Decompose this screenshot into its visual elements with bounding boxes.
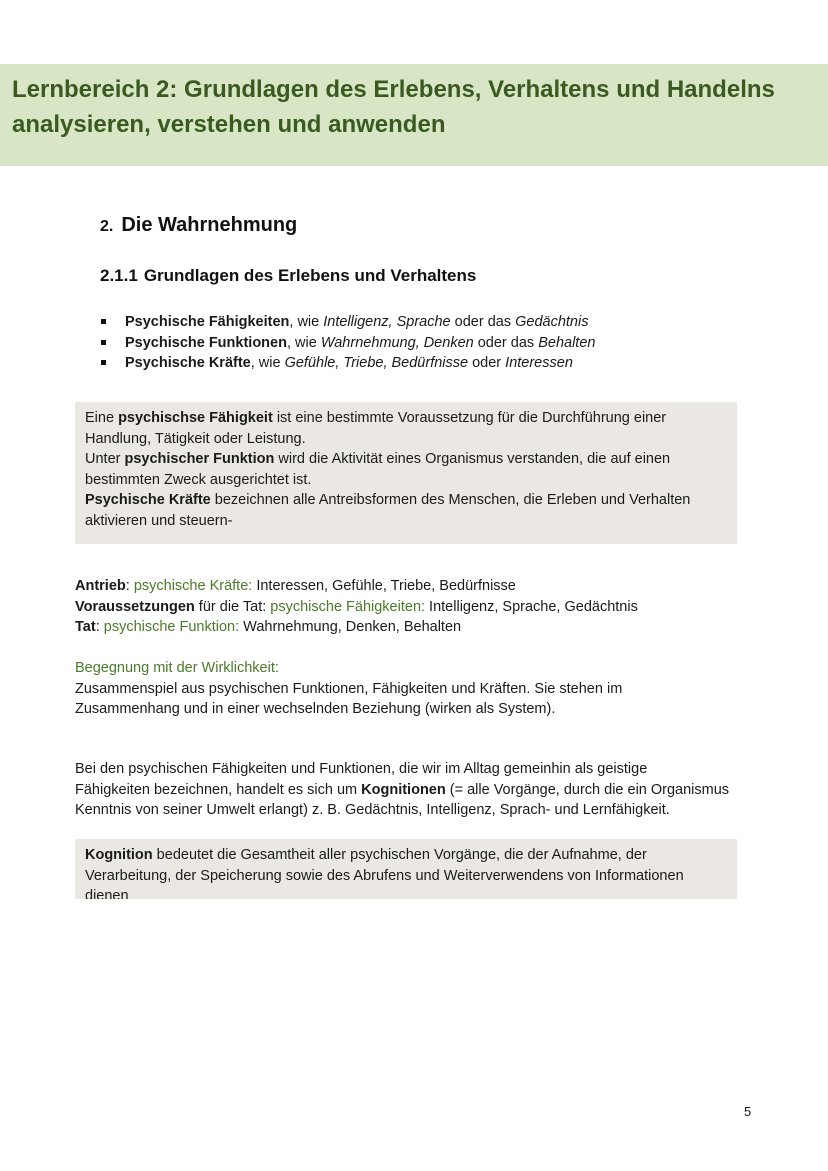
bullet-example: Gedächtnis — [515, 314, 589, 330]
text: aktivieren und steuern- — [85, 512, 233, 529]
definition-box — [75, 402, 737, 544]
text: Wahrnehmung, Denken, Behalten — [239, 619, 462, 635]
text: bestimmten Zweck ausgerichtet ist. — [85, 471, 312, 488]
term: Psychische Kräfte — [85, 492, 211, 508]
term: Antrieb — [75, 578, 126, 594]
list-item — [100, 312, 595, 333]
text: Eine — [85, 410, 119, 426]
text: wird die Aktivität eines Organismus verstanden, die auf einen — [274, 451, 671, 467]
term: psychischer Funktion — [124, 451, 275, 467]
term: Voraussetzungen — [75, 598, 195, 615]
text: bedeutet die Gesamtheit aller psychischen Vorgänge, die der Aufnahme, der — [152, 847, 647, 863]
category: psychische Funktion: — [103, 619, 240, 635]
bullet-example: Intelligenz, Sprache — [323, 314, 451, 330]
list-item — [100, 353, 595, 374]
text: für die Tat: — [194, 598, 271, 615]
paragraph-heading: Begegnung mit der Wirklichkeit: — [75, 660, 279, 676]
text: : — [125, 578, 134, 594]
definition-faehigkeit — [85, 408, 727, 449]
bullet-text: oder das — [450, 314, 516, 330]
page-number: 5 — [744, 1104, 752, 1119]
text: bezeichnen alle Antreibsformen des Menschen, die Erleben und Verhalten — [210, 492, 691, 508]
term: Tat — [75, 619, 96, 635]
definition-funktion — [85, 449, 727, 490]
subsection-heading — [100, 266, 476, 286]
category: psychische Kräfte: — [133, 578, 253, 594]
bullet-example: Gefühle, Triebe, Bedürfnisse — [284, 355, 469, 371]
bullet-example: Wahrnehmung, Denken — [320, 334, 474, 351]
list-item — [100, 333, 595, 354]
text: Interessen, Gefühle, Triebe, Bedürfnisse — [252, 578, 516, 594]
chapter-title-line-1: Lernbereich 2: Grundlagen des Erlebens, Verhaltens und Handelns — [12, 76, 775, 103]
text-line — [85, 845, 727, 866]
bullet-example: Interessen — [505, 355, 573, 371]
bullet-list — [100, 312, 595, 374]
text: Kenntnis von seiner Umwelt erlangt) z. B. Gedächtnis, Intelligenz, Sprach- und Lernfähigkeit. — [75, 802, 670, 818]
subsection-title: Grundlagen des Erlebens und Verhaltens — [143, 266, 477, 285]
category: psychische Fähigkeiten: — [270, 598, 426, 615]
bullet-term: Psychische Funktionen — [125, 334, 287, 351]
summary-line — [75, 597, 638, 618]
bullet-text: oder — [468, 355, 506, 371]
text: Zusammenhang und in einer wechselnden Beziehung (wirken als System). — [75, 701, 556, 717]
term: psychischse Fähigkeit — [118, 410, 273, 426]
text: Verarbeitung, der Speicherung sowie des Abrufens und Weiterverwendens von Informationen — [85, 867, 684, 884]
text: Fähigkeiten bezeichnen, handelt es sich um — [75, 781, 362, 798]
subsection-number: 2.1.1 — [100, 266, 138, 285]
summary-line — [75, 617, 638, 638]
text: Intelligenz, Sprache, Gedächtnis — [425, 598, 638, 615]
text: Bei den psychischen Fähigkeiten und Funktionen, die wir im Alltag gemeinhin als geistige — [75, 761, 648, 777]
chapter-title — [12, 72, 828, 142]
cognition-paragraph — [75, 759, 765, 821]
cognition-definition-box — [75, 839, 737, 899]
section-number: 2. — [100, 218, 114, 235]
summary-line — [75, 576, 638, 597]
reality-paragraph — [75, 658, 765, 720]
bullet-term: Psychische Fähigkeiten — [125, 314, 290, 330]
text: (= alle Vorgänge, durch die ein Organismus — [445, 781, 730, 798]
term: Kognition — [85, 847, 153, 863]
bullet-text: oder das — [473, 334, 539, 351]
text: Zusammenspiel aus psychischen Funktionen, Fähigkeiten und Kräften. Sie stehen im — [75, 680, 623, 697]
bullet-text: , wie — [250, 355, 285, 371]
text: dienen — [85, 888, 129, 899]
text: Handlung, Tätigkeit oder Leistung. — [85, 430, 306, 447]
bullet-example: Behalten — [538, 334, 596, 351]
chapter-title-line-2: analysieren, verstehen und anwenden — [12, 111, 446, 138]
text-line — [75, 780, 765, 801]
section-heading — [100, 214, 297, 237]
section-title: Die Wahrnehmung — [121, 214, 298, 236]
chapter-banner — [0, 64, 828, 166]
bullet-text: , wie — [289, 314, 324, 330]
bullet-text: , wie — [286, 334, 321, 351]
text: ist eine bestimmte Voraussetzung für die Durchführung einer — [272, 410, 667, 426]
text: : — [95, 619, 104, 635]
summary-lines — [75, 576, 638, 638]
definition-kraefte — [85, 490, 727, 531]
term: Kognitionen — [361, 781, 446, 798]
bullet-term: Psychische Kräfte — [125, 355, 251, 371]
text: Unter — [85, 451, 125, 467]
